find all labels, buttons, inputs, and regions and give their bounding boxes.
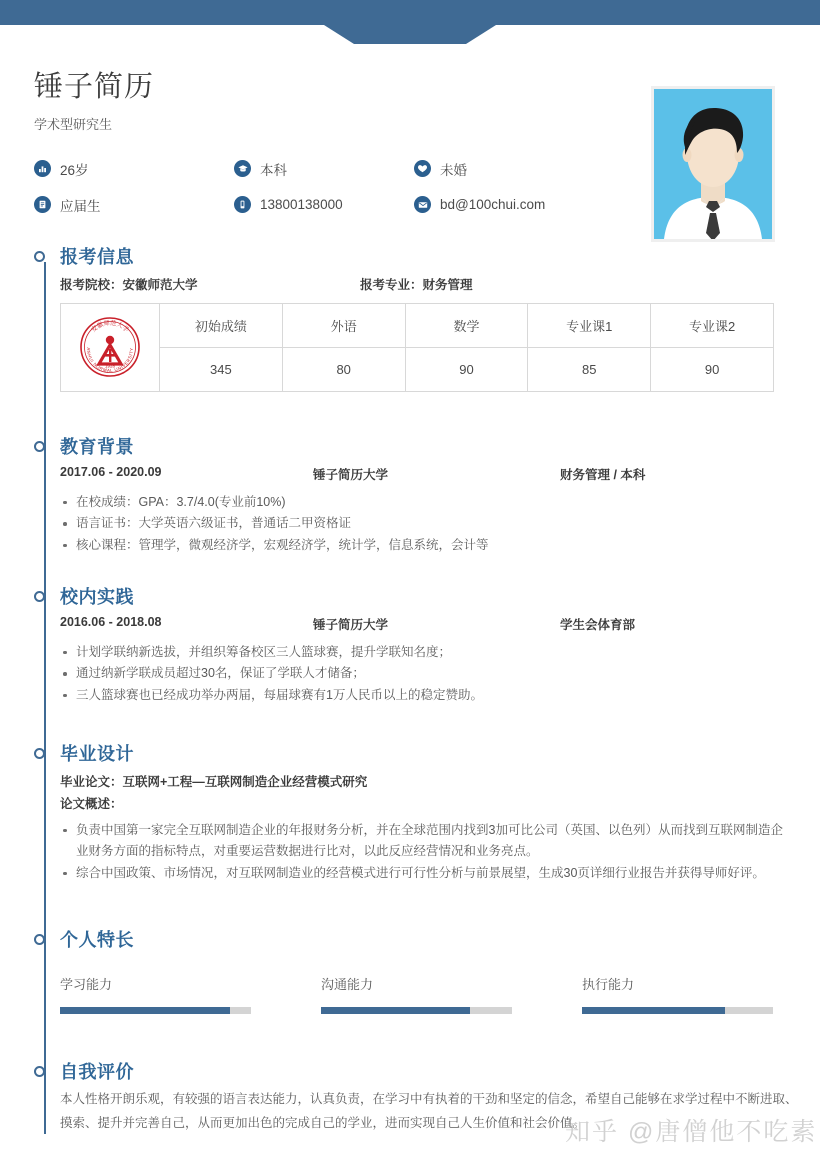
info-value-status: 应届生 <box>60 198 101 214</box>
section-title-practice: 校内实践 <box>60 587 134 607</box>
thesis-bullet-list <box>60 820 794 885</box>
table-header-cell: 数学 <box>405 303 528 347</box>
education-period: 2017.06 - 2020.09 <box>60 464 162 479</box>
skill-progress-fill <box>60 1007 230 1014</box>
section-campus-practice <box>34 588 794 706</box>
timeline-marker-icon <box>34 1066 45 1077</box>
info-item-age <box>34 159 234 179</box>
table-value-cell: 90 <box>651 347 774 391</box>
table-header-cell: 外语 <box>282 303 405 347</box>
info-item-degree <box>234 159 414 179</box>
education-org: 锤子简历大学 <box>313 467 389 482</box>
skill-progress-fill <box>321 1007 470 1014</box>
list-item: 计划学联纳新选拔，并组织筹备校区三人篮球赛，提升学联知名度； <box>60 642 794 664</box>
table-value-cell: 90 <box>405 347 528 391</box>
table-row-values <box>61 347 774 391</box>
section-application-info <box>34 248 794 392</box>
skill-progress-fill <box>582 1007 725 1014</box>
table-header-cell: 专业课1 <box>528 303 651 347</box>
section-title-skills: 个人特长 <box>60 930 134 950</box>
envelope-icon <box>414 196 431 213</box>
timeline-marker-icon <box>34 934 45 945</box>
list-item: 在校成绩：GPA：3.7/4.0(专业前10%) <box>60 492 794 514</box>
list-item: 语言证书：大学英语六级证书，普通话二甲资格证 <box>60 513 794 535</box>
table-value-cell: 80 <box>282 347 405 391</box>
info-value-phone: 13800138000 <box>260 197 343 213</box>
list-item: 负责中国第一家完全互联网制造企业的年报财务分析，并在全球范围内找到3加可比公司（英国、以色列）从而找到互联网制造企业财务方面的指标特点，对重要运营数据进行比对，以此反应经营情况和业务亮点。 <box>60 820 788 863</box>
graduation-cap-icon <box>234 160 251 177</box>
list-item: 三人篮球赛也已经成功举办两届，每届球赛有1万人民币以上的稳定赞助。 <box>60 685 794 707</box>
svg-text:1928: 1928 <box>104 363 116 369</box>
top-blue-bar <box>0 0 820 25</box>
university-seal-icon <box>79 316 141 378</box>
bar-chart-icon <box>34 160 51 177</box>
info-value-age: 26岁 <box>60 162 89 178</box>
application-school: 报考院校：安徽师范大学 <box>60 277 198 292</box>
svg-text:安徽师范大学: 安徽师范大学 <box>90 320 130 335</box>
info-value-marital: 未婚 <box>440 162 467 178</box>
skill-progress-track <box>582 1007 773 1014</box>
header-subtitle: 学术型研究生 <box>34 116 113 132</box>
info-item-email <box>414 195 654 215</box>
info-value-degree: 本科 <box>260 162 287 178</box>
section-title-education: 教育背景 <box>60 437 134 457</box>
section-self-evaluation <box>34 1062 798 1135</box>
practice-meta-row <box>60 615 794 633</box>
application-major: 报考专业：财务管理 <box>360 277 473 292</box>
skill-label: 学习能力 <box>60 976 113 992</box>
section-title-selfeval: 自我评价 <box>60 1062 134 1082</box>
table-row-header <box>61 303 774 347</box>
avatar <box>651 86 775 242</box>
practice-period: 2016.06 - 2018.08 <box>60 614 162 629</box>
education-bullet-list <box>60 492 794 557</box>
info-value-email: bd@100chui.com <box>440 197 546 213</box>
skill-item <box>60 974 251 1014</box>
practice-role: 学生会体育部 <box>560 617 636 632</box>
thesis-paper-title: 毕业论文：互联网+工程—互联网制造企业经营模式研究 <box>60 774 368 789</box>
skill-label: 执行能力 <box>582 976 635 992</box>
document-icon <box>34 196 51 213</box>
application-meta-row <box>60 275 794 293</box>
skill-progress-track <box>321 1007 512 1014</box>
practice-bullet-list <box>60 642 794 707</box>
table-header-cell: 专业课2 <box>651 303 774 347</box>
self-evaluation-text: 本人性格开朗乐观，有较强的语言表达能力，认真负责，在学习中有执着的干劲和坚定的信念，希望自己能够在求学过程中不断进取、摸索、提升并完善自己，从而更加出色的完成自己的学业，进而实现自己人生价值和社会价值。 <box>60 1091 798 1130</box>
education-role: 财务管理 / 本科 <box>560 467 646 482</box>
top-bar-notch <box>310 25 510 44</box>
svg-text:ANHUI NORMAL UNIVERSITY: ANHUI NORMAL UNIVERSITY <box>85 347 135 374</box>
skill-label: 沟通能力 <box>321 976 374 992</box>
heart-icon <box>414 160 431 177</box>
university-logo-cell <box>61 303 160 391</box>
skills-list <box>60 974 794 1014</box>
table-value-cell: 85 <box>528 347 651 391</box>
thesis-summary-label: 论文概述： <box>60 796 123 811</box>
table-header-cell: 初始成绩 <box>160 303 283 347</box>
skill-progress-track <box>60 1007 251 1014</box>
phone-icon <box>234 196 251 213</box>
skill-item <box>582 974 773 1014</box>
skill-item <box>321 974 512 1014</box>
section-thesis <box>34 745 794 884</box>
practice-org: 锤子简历大学 <box>313 617 389 632</box>
page-title: 锤子简历 <box>34 71 155 103</box>
timeline-marker-icon <box>34 591 45 602</box>
info-item-status <box>34 195 234 215</box>
table-value-cell: 345 <box>160 347 283 391</box>
education-meta-row <box>60 465 794 483</box>
watermark: 知乎 @唐僧他不吃素 <box>565 1118 818 1146</box>
info-item-phone <box>234 195 414 215</box>
section-skills <box>34 931 794 1014</box>
list-item: 通过纳新学联成员超过30名，保证了学联人才储备； <box>60 663 794 685</box>
timeline-marker-icon <box>34 748 45 759</box>
avatar-illustration <box>654 89 772 239</box>
section-title-application: 报考信息 <box>60 247 134 267</box>
info-item-marital <box>414 159 654 179</box>
section-education <box>34 438 794 556</box>
list-item: 综合中国政策、市场情况，对互联网制造业的经营模式进行可行性分析与前景展望，生成30页详细行业报告并获得导师好评。 <box>60 863 788 885</box>
timeline-marker-icon <box>34 441 45 452</box>
section-title-thesis: 毕业设计 <box>60 744 134 764</box>
scores-table <box>60 303 774 392</box>
timeline-marker-icon <box>34 251 45 262</box>
list-item: 核心课程：管理学，微观经济学，宏观经济学，统计学，信息系统，会计等 <box>60 535 794 557</box>
